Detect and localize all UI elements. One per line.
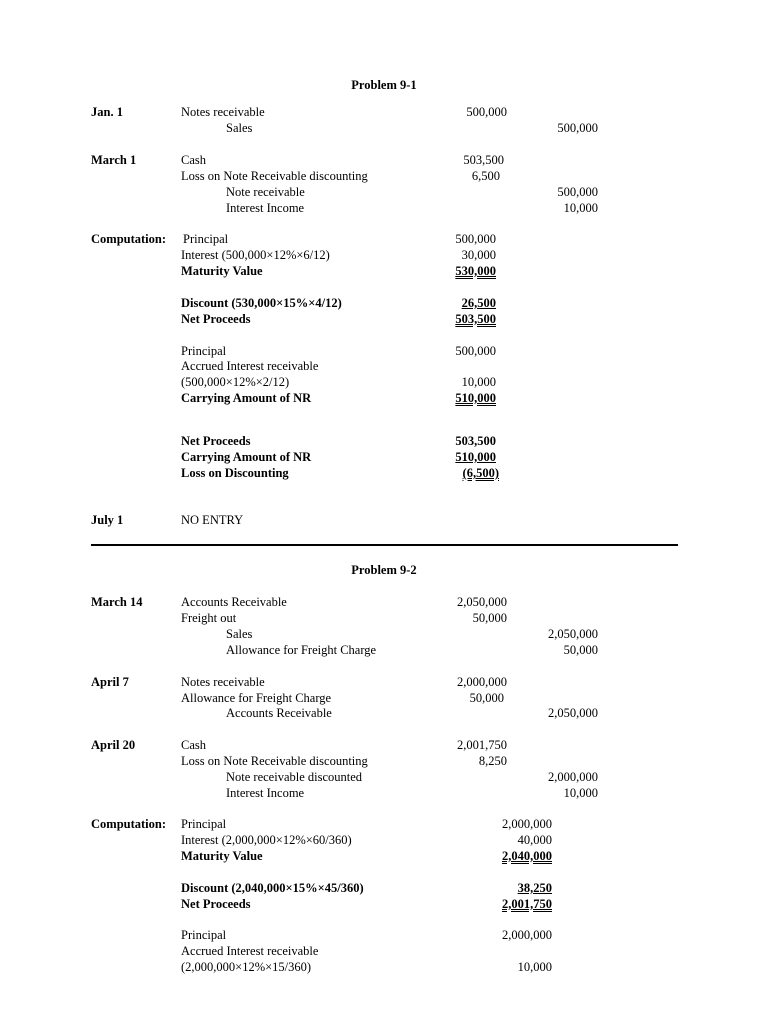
problem-9-1-title: Problem 9-1 [351, 78, 417, 92]
computation-line: Maturity Value [181, 849, 263, 863]
computation-line: Loss on Discounting [181, 466, 289, 480]
computation-line: Accrued Interest receivable [181, 359, 319, 373]
computation-line: Principal [181, 817, 227, 831]
debit-account: Cash [181, 738, 206, 752]
computation-amount: 2,000,000 [502, 928, 552, 942]
debit-account: Freight out [181, 611, 237, 625]
debit-amount: 8,250 [478, 754, 507, 768]
credit-amount: 50,000 [563, 643, 598, 657]
computation-label: Computation: [91, 232, 167, 246]
computation-amount: 500,000 [455, 344, 496, 358]
credit-account: Accounts Receivable [226, 706, 332, 720]
credit-account: Sales [226, 121, 253, 135]
computation-label: Computation: [91, 817, 167, 831]
credit-amount: 10,000 [563, 201, 598, 215]
computation-line: Net Proceeds [181, 434, 251, 448]
debit-account: Notes receivable [181, 105, 265, 119]
computation-line: Principal [183, 232, 229, 246]
computation-line: Discount (530,000×15%×4/12) [181, 296, 342, 310]
debit-account: Notes receivable [181, 675, 265, 689]
no-entry-text: NO ENTRY [181, 513, 244, 527]
debit-account: Loss on Note Receivable discounting [181, 169, 368, 183]
credit-amount: 500,000 [557, 185, 598, 199]
computation-amount: 510,000 [455, 450, 496, 464]
debit-amount: 2,001,750 [457, 738, 507, 752]
computation-line: Maturity Value [181, 264, 263, 278]
credit-account: Sales [226, 627, 253, 641]
credit-account: Interest Income [226, 201, 305, 215]
entry-date-july-1: July 1 [91, 513, 124, 527]
debit-amount: 500,000 [466, 105, 507, 119]
debit-amount: 2,000,000 [457, 675, 507, 689]
computation-line: Discount (2,040,000×15%×45/360) [181, 881, 364, 895]
computation-amount: 30,000 [461, 248, 496, 262]
debit-account: Accounts Receivable [181, 595, 287, 609]
computation-line: Net Proceeds [181, 312, 251, 326]
entry-date-march-14: March 14 [91, 595, 143, 609]
credit-amount: 2,050,000 [548, 627, 598, 641]
entry-date-jan-1: Jan. 1 [91, 105, 123, 119]
computation-line: Carrying Amount of NR [181, 391, 312, 405]
debit-amount: 6,500 [471, 169, 500, 183]
credit-amount: 2,050,000 [548, 706, 598, 720]
credit-account: Note receivable [226, 185, 305, 199]
computation-line: (500,000×12%×2/12) [181, 375, 290, 389]
computation-amount: 503,500 [455, 312, 496, 326]
debit-amount: 2,050,000 [457, 595, 507, 609]
computation-amount: 500,000 [455, 232, 496, 246]
computation-line: Net Proceeds [181, 897, 251, 911]
credit-amount: 2,000,000 [548, 770, 598, 784]
computation-line: Accrued Interest receivable [181, 944, 319, 958]
computation-line: Principal [181, 928, 227, 942]
entry-date-march-1: March 1 [91, 153, 137, 167]
debit-account: Allowance for Freight Charge [181, 691, 332, 705]
debit-account: Loss on Note Receivable discounting [181, 754, 368, 768]
computation-line: Interest (500,000×12%×6/12) [181, 248, 330, 262]
computation-amount: 38,250 [517, 881, 552, 895]
computation-amount: 2,000,000 [502, 817, 552, 831]
computation-amount: 503,500 [455, 434, 496, 448]
problem-9-2-title: Problem 9-2 [351, 563, 417, 577]
credit-account: Note receivable discounted [226, 770, 363, 784]
entry-date-april-7: April 7 [91, 675, 129, 689]
computation-line: (2,000,000×12%×15/360) [181, 960, 312, 974]
computation-amount: 10,000 [461, 375, 496, 389]
computation-amount: 2,040,000 [502, 849, 552, 863]
debit-account: Cash [181, 153, 206, 167]
entry-date-april-20: April 20 [91, 738, 136, 752]
credit-amount: 10,000 [563, 786, 598, 800]
debit-amount: 50,000 [469, 691, 504, 705]
computation-amount: 26,500 [461, 296, 496, 310]
credit-account: Allowance for Freight Charge [226, 643, 377, 657]
section-divider [91, 544, 678, 546]
computation-amount: (6,500) [462, 466, 499, 480]
credit-account: Interest Income [226, 786, 305, 800]
credit-amount: 500,000 [557, 121, 598, 135]
computation-line: Carrying Amount of NR [181, 450, 312, 464]
debit-amount: 50,000 [472, 611, 507, 625]
computation-line: Interest (2,000,000×12%×60/360) [181, 833, 352, 847]
debit-amount: 503,500 [463, 153, 504, 167]
computation-amount: 530,000 [455, 264, 496, 278]
computation-line: Principal [181, 344, 227, 358]
computation-amount: 10,000 [517, 960, 552, 974]
computation-amount: 510,000 [455, 391, 496, 405]
computation-amount: 2,001,750 [502, 897, 552, 911]
computation-amount: 40,000 [517, 833, 552, 847]
